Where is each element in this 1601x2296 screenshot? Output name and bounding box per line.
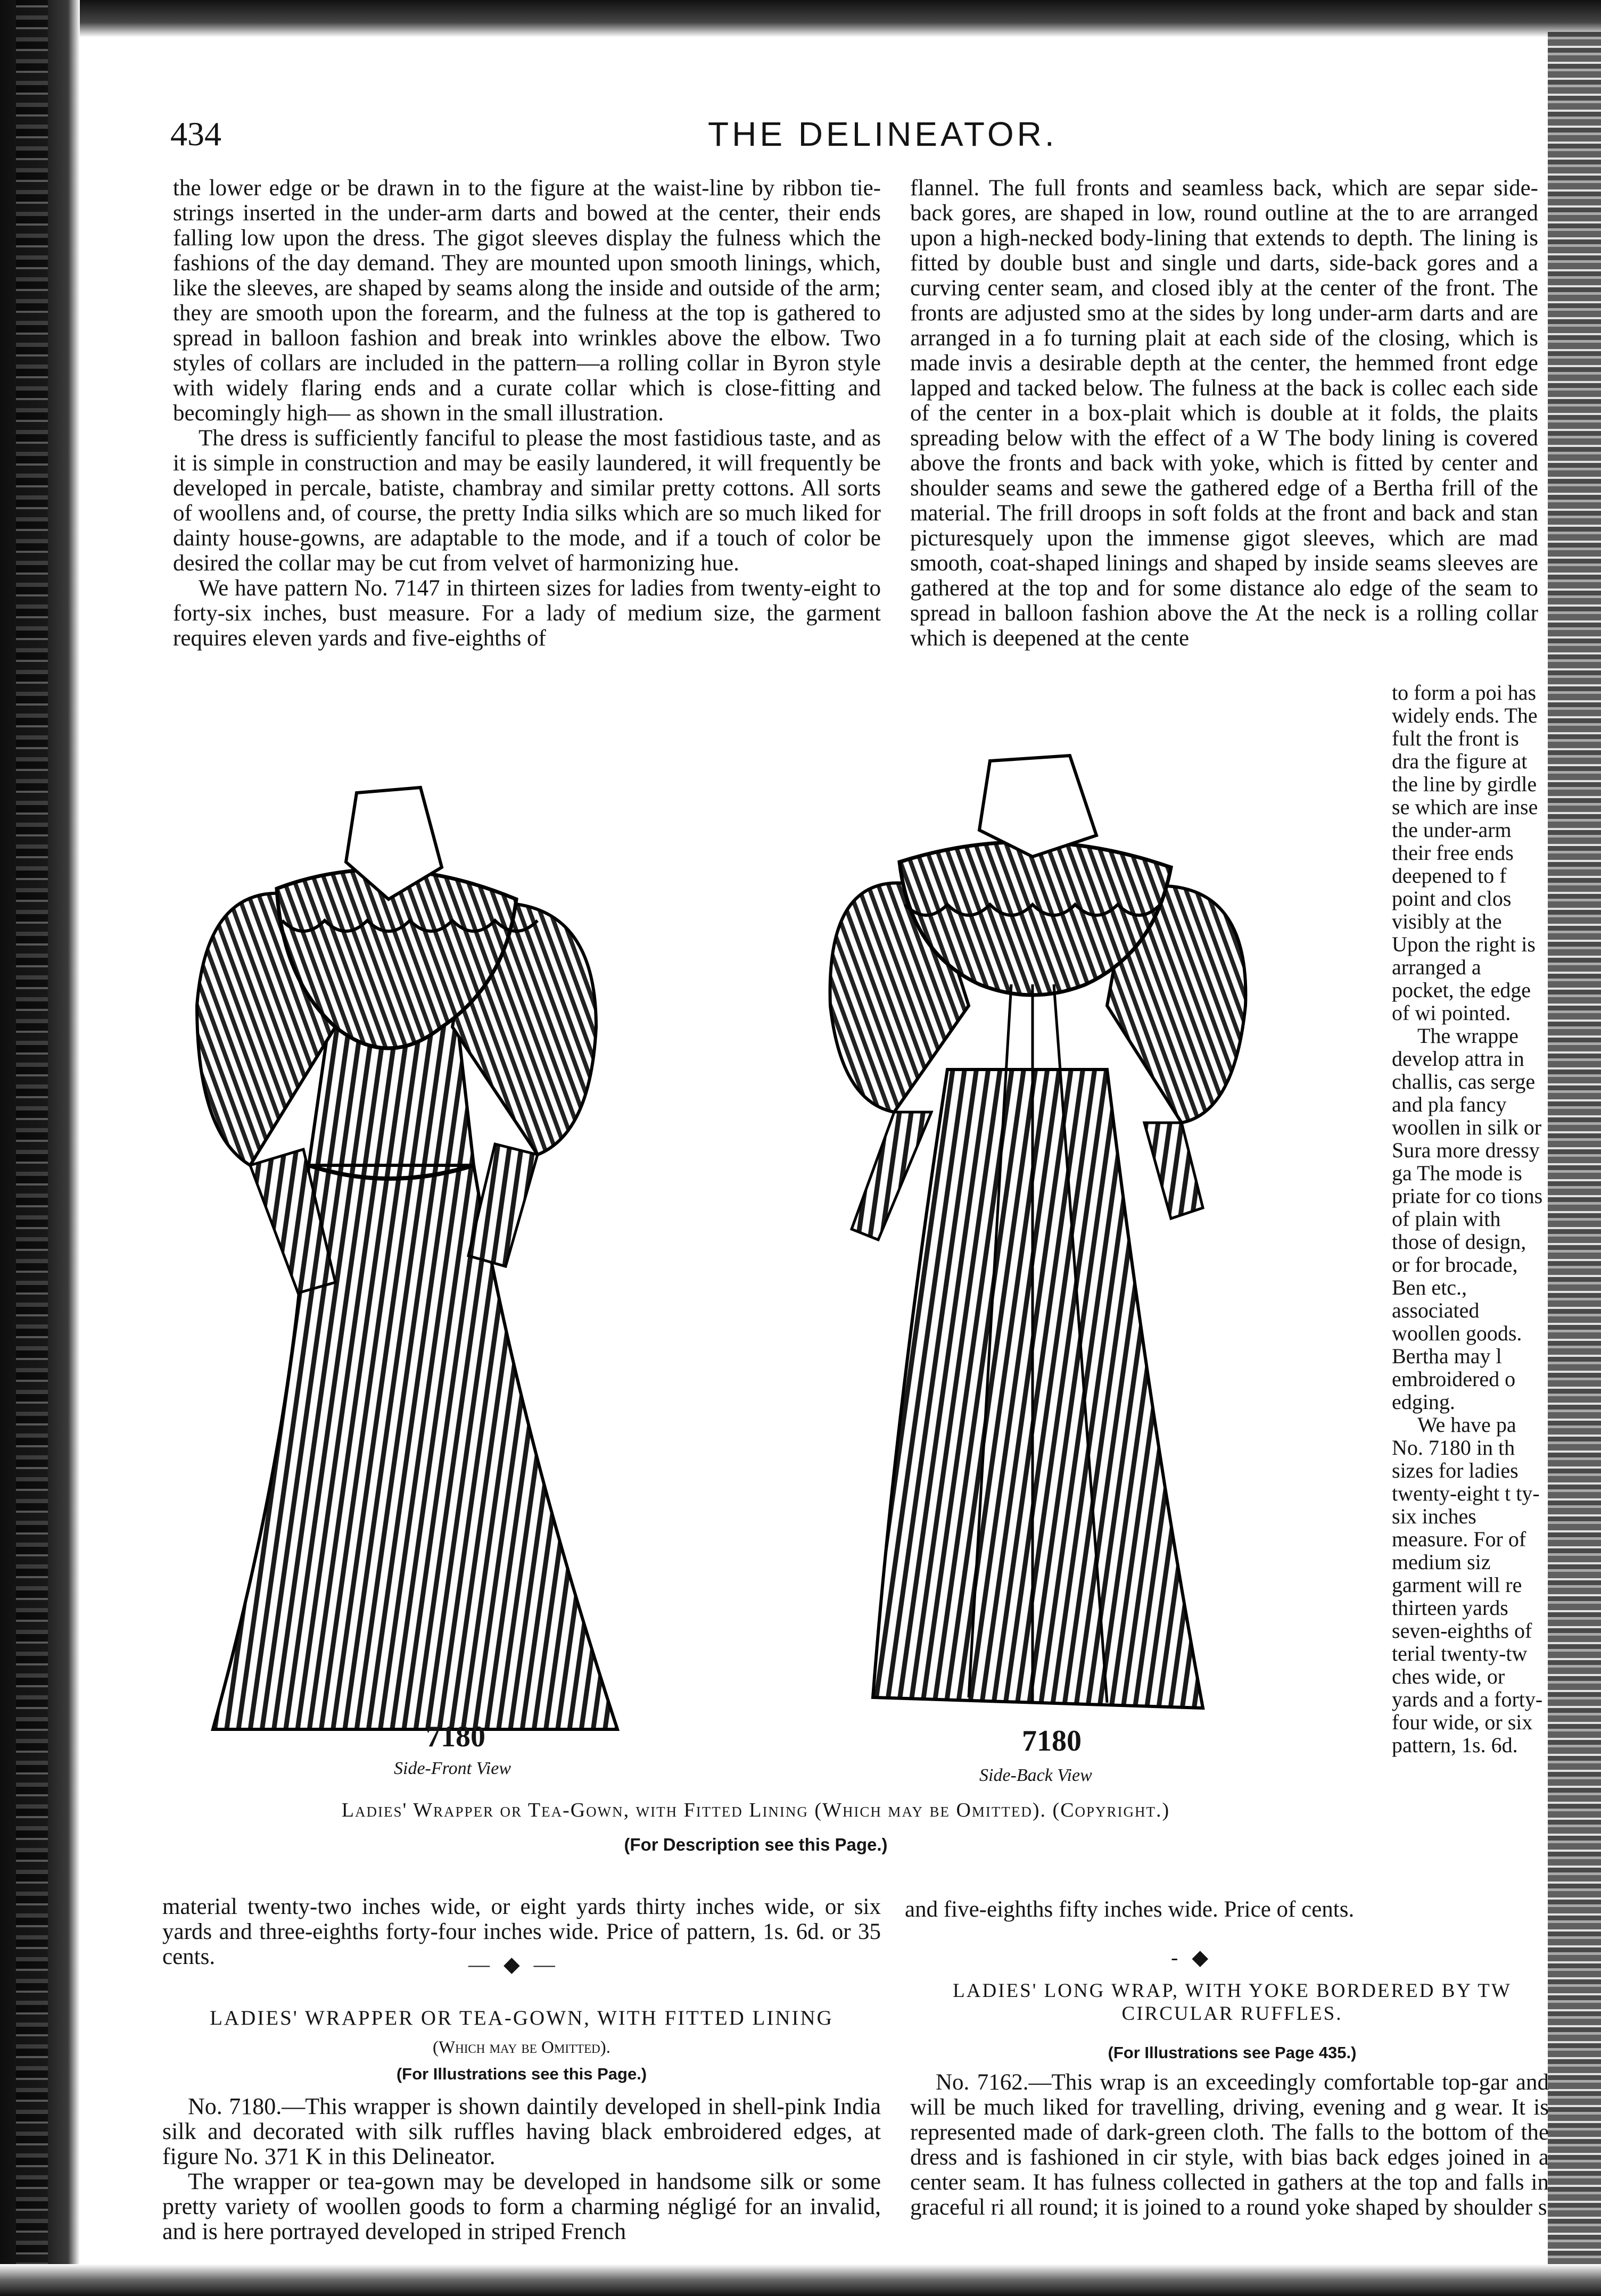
paragraph: flannel. The full fronts and seamless back, which are separ side-back gores, are shaped in low, round outline at the to are arranged upon a high-necked body-lining that extends to depth. The lining is fitted by double bust and single und darts, side-back gores and a curving center seam, and closed ibly at the center of the front. The fronts are adjusted smo at the sides by long under-arm darts and are arranged in a fo turning plait at each side of the closing, which is made invis a desirable depth at the center, the hemmed front edge lapped and tacked below. The fulness at the back is collec each side of the center in a box-plait which is double at it folds, the plaits spreading below with the effect of a W The body lining is covered above the fronts and back with yoke, which is fitted by center and shoulder seams and sewe the gathered edge of a Bertha frill of the material. The frill droops in soft folds at the front and back and stan picturesquely upon the immense gigot sleeves, which are mad smooth, coat-shaped linings and shaped by inside seams sleeves are gathered at the top and for some distance alo edge of the seam to spread in balloon fashion above the At the neck is a rolling collar which is deepened at the cente [910, 176, 1538, 651]
running-title: THE DELINEATOR. [708, 115, 1058, 153]
narrow-column [1392, 681, 1546, 1756]
figure-side-back-view [809, 729, 1288, 1772]
section-divider: — ◆ — [468, 1952, 559, 1976]
figure-number: 7180 [1022, 1725, 1082, 1758]
adjacent-page-strip [1548, 32, 1601, 2277]
figure-caption: Ladies' Wrapper or Tea-Gown, with Fitted Lining (Which may be Omitted). (Copyright.) [341, 1799, 1170, 1821]
paragraph: We have pa No. 7180 in th sizes for ladies twenty-eight t ty-six inches measure. For of medium siz garment will re thirteen yards seven-eighths of terial twenty-tw ches wide, or yards and a forty-four wide, or six pattern, 1s. 6d. [1392, 1413, 1543, 1757]
gown-back-illustration [809, 729, 1288, 1772]
right-column [910, 176, 1538, 651]
paragraph: the lower edge or be drawn in to the figure at the waist-line by ribbon tie-strings inserted in the under-arm darts and bowed at the center, their ends falling low upon the dress. The gigot sleeves display the fulness which the fashions of the day demand. They are mounted upon smooth linings, which, like the sleeves, are shaped by seams along the inside and outside of the arm; they are smooth upon the forearm, and the fulness at the top is gathered to spread in balloon fashion and break into wrinkles above the elbow. Two styles of collars are included in the pattern—a rolling collar in Byron style with widely flaring ends and a curate collar which is close-fitting and becomingly high— as shown in the small illustration. [173, 176, 881, 426]
scan-top-edge [0, 0, 1601, 37]
figure-view-label: Side-Back View [979, 1765, 1092, 1785]
section-divider: - ◆ [1171, 1945, 1213, 1969]
scan-bottom-edge [0, 2264, 1601, 2296]
figure-number: 7180 [426, 1720, 485, 1753]
continuation-text: material twenty-two inches wide, or eight yards thirty inches wide, or six yards and three-eighths forty-four inches wide. Price of pattern, 1s. 6d. or 35 cents. [162, 1894, 881, 1969]
illustration-reference: (For Illustrations see Page 435.) [1108, 2043, 1357, 2062]
gown-front-illustration [176, 729, 655, 1772]
left-column [173, 176, 881, 651]
article-subheading: (Which may be Omitted). [433, 2038, 610, 2057]
article-heading: LADIES' LONG WRAP, WITH YOKE BORDERED BY TW CIRCULAR RUFFLES. [953, 1980, 1512, 2025]
paragraph: The wrapper or tea-gown may be developed in handsome silk or some pretty variety of woollen goods to form a charming négligé for an invalid, and is here portrayed developed in striped French [162, 2168, 881, 2244]
figure-subcaption: (For Description see this Page.) [624, 1835, 888, 1854]
paragraph: The wrappe develop attra in challis, cas serge and pla fancy woollen in silk or Sura more dressy ga The mode is priate for co tions of plain with those of design, or for brocade, Ben etc., associated woollen goods. Bertha may l embroidered o edging. [1392, 1024, 1543, 1414]
book-binding [0, 0, 80, 2296]
paragraph: No. 7180.—This wrapper is shown daintily developed in shell-pink India silk and decorated with silk ruffles having black embroidered edges, at figure No. 371 K in this Delineator. [162, 2093, 881, 2169]
figure-side-front-view [176, 729, 655, 1772]
article-body [162, 2094, 881, 2244]
paragraph: The dress is sufficiently fanciful to please the most fastidious taste, and as it is simple in construction and may be easily laundered, it will frequently be developed in percale, batiste, chambray and similar pretty cottons. All sorts of woollens and, of course, the pretty India silks which are so much liked for dainty house-gowns, are adaptable to the mode, and if a touch of color be desired the collar may be cut from velvet of harmonizing hue. [173, 426, 881, 576]
paragraph: We have pattern No. 7147 in thirteen sizes for ladies from twenty-eight to forty-six inches, bust measure. For a lady of medium size, the garment requires eleven yards and five-eighths of [173, 576, 881, 651]
paragraph: No. 7162.—This wrap is an exceedingly comfortable top-gar and will be much liked for travelling, driving, evening and g wear. It is represented made of dark-green cloth. The falls to the bottom of the dress and is fashioned in cir style, with bias back edges joined in a center seam. It has fulness collected in gathers at the top and falls in graceful ri all round; it is joined to a round yoke shaped by shoulder s [910, 2070, 1549, 2220]
illustration-reference: (For Illustrations see this Page.) [396, 2065, 647, 2083]
figure-view-label: Side-Front View [394, 1759, 511, 1778]
article-heading: LADIES' WRAPPER OR TEA-GOWN, WITH FITTED LINING [210, 2007, 833, 2029]
article-body [910, 2070, 1549, 2220]
paragraph: to form a poi has widely ends. The fult the front is dra the figure at the line by girdle se which are inse the under-arm their free ends deepened to f point and clos visibly at the Upon the right is arranged a pocket, the edge of wi pointed. [1392, 681, 1538, 1025]
page-number: 434 [170, 115, 221, 153]
continuation-text: and five-eighths fifty inches wide. Price of cents. [905, 1897, 1355, 1922]
